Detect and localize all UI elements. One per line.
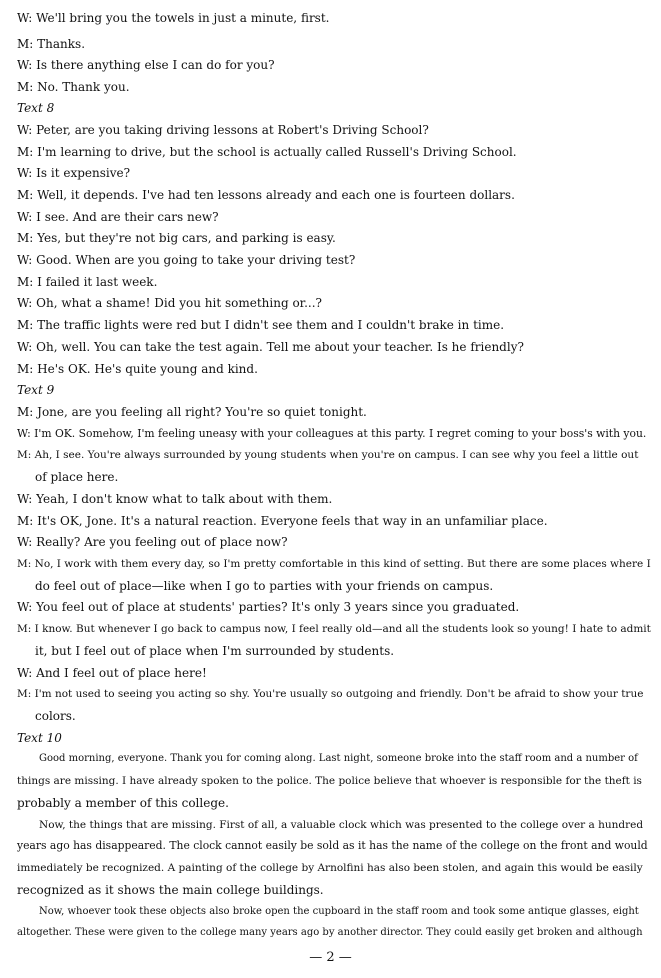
dialogue-line: M: The traffic lights were red but I didn't see them and I couldn't brake in time. xyxy=(17,318,505,332)
dialogue-line: M: He's OK. He's quite young and kind. xyxy=(17,362,258,376)
dialogue-line: W: You feel out of place at students' parties? It's only 3 years since you graduated. xyxy=(17,600,520,614)
dialogue-line-continuation: colors. xyxy=(35,709,76,723)
dialogue-line: M: Thanks. xyxy=(17,37,86,51)
dialogue-line: M: Ah, I see. You're always surrounded by young students when you're on campus. I can see why you feel a little out xyxy=(17,449,639,461)
dialogue-line: M: I'm not used to seeing you acting so shy. You're usually so outgoing and friendly. Don't be afraid to show your true xyxy=(17,688,644,700)
dialogue-line: W: Is there anything else I can do for you? xyxy=(17,58,275,72)
dialogue-line: W: I'm OK. Somehow, I'm feeling uneasy with your colleagues at this party. I regret coming to your boss's with you. xyxy=(17,427,647,440)
dialogue-line: W: Peter, are you taking driving lessons at Robert's Driving School? xyxy=(17,123,429,137)
dialogue-line: M: Yes, but they're not big cars, and parking is easy. xyxy=(17,231,336,245)
paragraph-line: immediately be recognized. A painting of the college by Arnolfini has also been stolen, and again this would be easily xyxy=(17,862,643,874)
dialogue-line: W: Really? Are you feeling out of place now? xyxy=(17,535,288,549)
dialogue-line: W: Yeah, I don't know what to talk about with them. xyxy=(17,492,333,506)
dialogue-line: M: No, I work with them every day, so I'm pretty comfortable in this kind of setting. But there are some places where I xyxy=(17,558,651,570)
dialogue-line: W: I see. And are their cars new? xyxy=(17,210,219,224)
paragraph-line: years ago has disappeared. The clock cannot easily be sold as it has the name of the college on the front and would xyxy=(17,839,648,852)
paragraph-line: Good morning, everyone. Thank you for coming along. Last night, someone broke into the staff room and a number of xyxy=(39,753,638,764)
dialogue-line: W: Oh, what a shame! Did you hit something or...? xyxy=(17,296,322,310)
dialogue-line: M: I failed it last week. xyxy=(17,275,158,289)
dialogue-line: M: I know. But whenever I go back to campus now, I feel really old—and all the students look so young! I hate to admit xyxy=(17,623,651,635)
dialogue-line: W: We'll bring you the towels in just a minute, first. xyxy=(17,11,330,25)
section-heading-text-8: Text 8 xyxy=(17,101,55,115)
paragraph-line: altogether. These were given to the college many years ago by another director. They could easily get broken and although xyxy=(17,927,643,938)
dialogue-line-continuation: of place here. xyxy=(35,470,119,484)
dialogue-line: M: It's OK, Jone. It's a natural reaction. Everyone feels that way in an unfamiliar place. xyxy=(17,514,548,528)
dialogue-line: W: Oh, well. You can take the test again. Tell me about your teacher. Is he friendly? xyxy=(17,340,524,354)
dialogue-line-continuation: it, but I feel out of place when I'm surrounded by students. xyxy=(35,644,395,658)
page-number: — 2 — xyxy=(309,950,352,965)
dialogue-line: M: No. Thank you. xyxy=(17,80,130,94)
section-heading-text-10: Text 10 xyxy=(17,731,62,745)
section-heading-text-9: Text 9 xyxy=(17,383,55,397)
dialogue-line: W: Good. When are you going to take your driving test? xyxy=(17,253,356,267)
paragraph-line: things are missing. I have already spoken to the police. The police believe that whoever is responsible for the theft is xyxy=(17,775,642,787)
dialogue-line: M: I'm learning to drive, but the school is actually called Russell's Driving School. xyxy=(17,145,517,159)
dialogue-line: W: Is it expensive? xyxy=(17,166,131,180)
dialogue-line: W: And I feel out of place here! xyxy=(17,666,207,680)
paragraph-line: Now, the things that are missing. First of all, a valuable clock which was presented to the college over a hundred xyxy=(39,819,644,831)
paragraph-line: recognized as it shows the main college buildings. xyxy=(17,883,324,897)
dialogue-line-continuation: do feel out of place—like when I go to parties with your friends on campus. xyxy=(35,579,494,593)
dialogue-line: M: Well, it depends. I've had ten lessons already and each one is fourteen dollars. xyxy=(17,188,515,202)
paragraph-line: Now, whoever took these objects also broke open the cupboard in the staff room and took some antique glasses, eight xyxy=(39,906,639,917)
paragraph-line: probably a member of this college. xyxy=(17,796,229,810)
dialogue-line: M: Jone, are you feeling all right? You're so quiet tonight. xyxy=(17,405,367,419)
